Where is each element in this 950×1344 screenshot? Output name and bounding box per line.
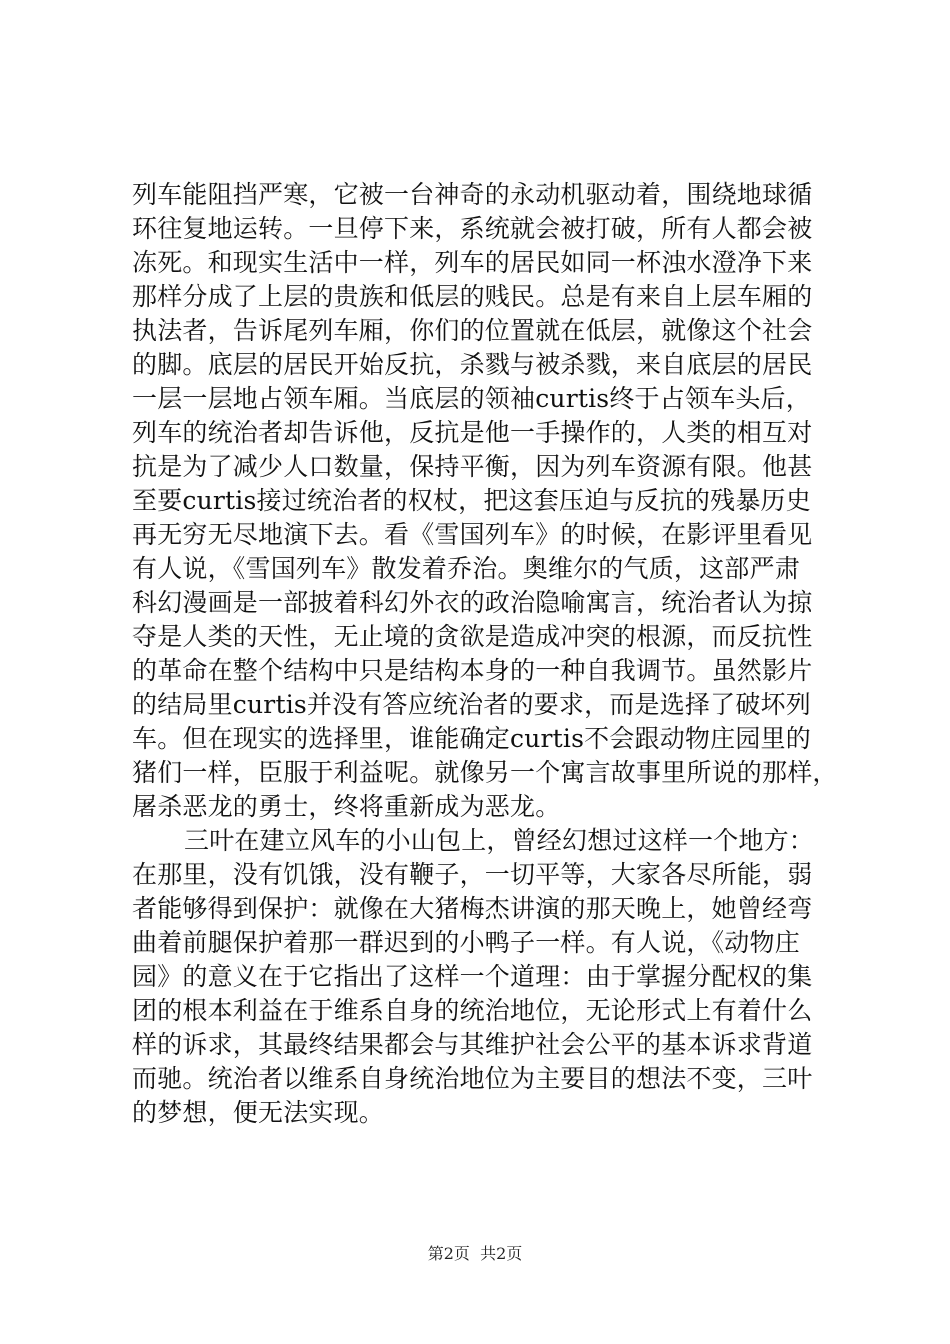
text-line: 那样分成了上层的贵族和低层的贱民。总是有来自上层车厢的 bbox=[132, 282, 813, 311]
text-line: 而驰。统治者以维系自身统治地位为主要目的想法不变，三叶 bbox=[132, 1064, 813, 1093]
text-line: 曲着前腿保护着那一群迟到的小鸭子一样。有人说，《动物庄 bbox=[132, 928, 800, 957]
page-number-label: 第2页 共2页 bbox=[427, 1244, 523, 1263]
text-line: 样的诉求，其最终结果都会与其维护社会公平的基本诉求背道 bbox=[132, 1030, 813, 1059]
text-line: 列车的统治者却告诉他，反抗是他一手操作的，人类的相互对 bbox=[132, 418, 813, 447]
text-line: 者能够得到保护：就像在大猪梅杰讲演的那天晚上，她曾经弯 bbox=[132, 894, 813, 923]
text-line: 执法者，告诉尾列车厢，你们的位置就在低层，就像这个社会 bbox=[132, 316, 813, 345]
text-line: 夺是人类的天性，无止境的贪欲是造成冲突的根源，而反抗性 bbox=[132, 622, 813, 651]
text-line: 抗是为了减少人口数量，保持平衡，因为列车资源有限。他甚 bbox=[132, 452, 813, 481]
document-body bbox=[132, 178, 838, 1130]
text-line: 科幻漫画是一部披着科幻外衣的政治隐喻寓言，统治者认为掠 bbox=[132, 588, 813, 617]
text-line: 在那里，没有饥饿，没有鞭子，一切平等，大家各尽所能，弱 bbox=[132, 860, 813, 889]
paragraph-start-line: 三叶在建立风车的小山包上，曾经幻想过这样一个地方： bbox=[184, 826, 815, 855]
text-line: 的脚。底层的居民开始反抗，杀戮与被杀戮，来自底层的居民 bbox=[132, 350, 813, 379]
text-line: 环往复地运转。一旦停下来，系统就会被打破，所有人都会被 bbox=[132, 214, 813, 243]
text-line: 猪们一样，臣服于利益呢。就像另一个寓言故事里所说的那样， bbox=[132, 758, 838, 787]
text-line: 团的根本利益在于维系自身的统治地位，无论形式上有着什么 bbox=[132, 996, 813, 1025]
text-line: 冻死。和现实生活中一样，列车的居民如同一杯浊水澄净下来 bbox=[132, 248, 813, 277]
text-line: 车。但在现实的选择里，谁能确定curtis不会跟动物庄园里的 bbox=[132, 724, 811, 753]
text-line: 再无穷无尽地演下去。看《雪国列车》的时候，在影评里看见 bbox=[132, 520, 813, 549]
text-line: 一层一层地占领车厢。当底层的领袖curtis终于占领车头后， bbox=[132, 384, 811, 413]
text-line: 屠杀恶龙的勇士，终将重新成为恶龙。 bbox=[132, 792, 561, 821]
text-line: 的梦想，便无法实现。 bbox=[132, 1098, 385, 1127]
text-line: 的革命在整个结构中只是结构本身的一种自我调节。虽然影片 bbox=[132, 656, 813, 685]
text-line: 的结局里curtis并没有答应统治者的要求，而是选择了破坏列 bbox=[132, 690, 811, 719]
text-line: 园》的意义在于它指出了这样一个道理：由于掌握分配权的集 bbox=[132, 962, 813, 991]
text-line: 至要curtis接过统治者的权杖，把这套压迫与反抗的残暴历史 bbox=[132, 486, 811, 515]
page-footer bbox=[0, 1244, 950, 1264]
text-line: 列车能阻挡严寒，它被一台神奇的永动机驱动着，围绕地球循 bbox=[132, 180, 813, 209]
text-line: 有人说，《雪国列车》散发着乔治。奥维尔的气质，这部严肃 bbox=[132, 554, 800, 583]
